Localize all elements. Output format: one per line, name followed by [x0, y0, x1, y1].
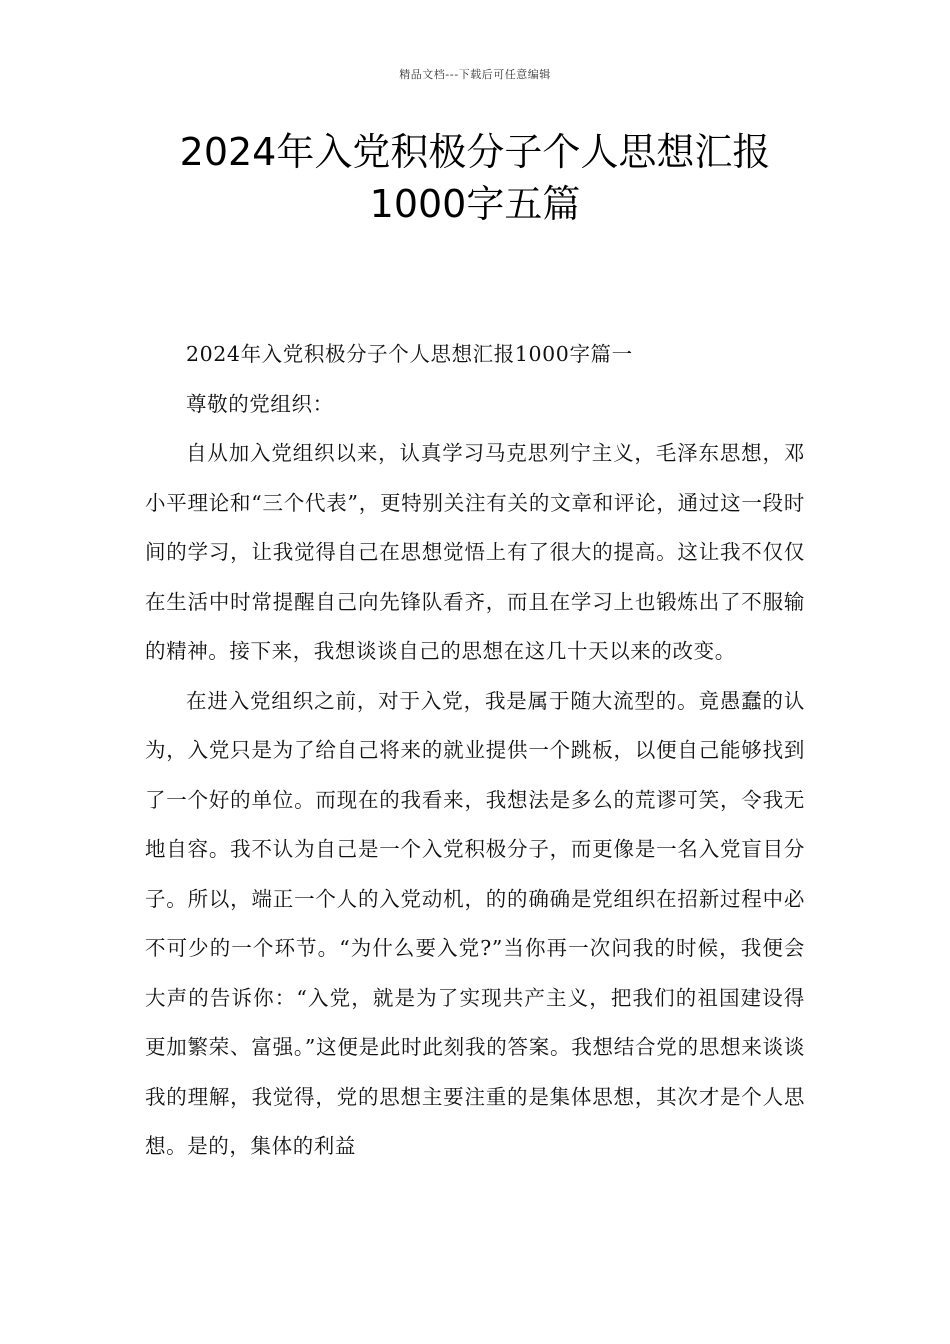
title-line-2: 1000字五篇 [369, 182, 581, 226]
section-subtitle: 2024年入党积极分子个人思想汇报1000字篇一 [186, 342, 633, 366]
document-body [145, 330, 805, 1172]
document-title [0, 126, 950, 230]
paragraph: 在进入党组织之前，对于入党，我是属于随大流型的。竟愚蠢的认为，入党只是为了给自己将来的就业提供一个跳板，以便自己能够找到了一个好的单位。而现在的我看来，我想法是多么的荒谬可笑，令我无地自容。我不认为自己是一个入党积极分子，而更像是一名入党盲目分子。所以，端正一个人的入党动机，的的确确是党组织在招新过程中必不可少的一个环节。“为什么要入党?”当你再一次问我的时候，我便会大声的告诉你：“入党，就是为了实现共产主义，把我们的祖国建设得更加繁荣、富强。”这便是此时此刻我的答案。我想结合党的思想来谈谈我的理解，我觉得，党的思想主要注重的是集体思想，其次才是个人思想。是的，集体的利益 [145, 688, 805, 1158]
paragraph: 自从加入党组织以来，认真学习马克思列宁主义，毛泽东思想，邓小平理论和“三个代表”，更特别关注有关的文章和评论，通过这一段时间的学习，让我觉得自己在思想觉悟上有了很大的提高。这让我不仅仅在生活中时常提醒自己向先锋队看齐，而且在学习上也锻炼出了不服输的精神。接下来，我想谈谈自己的思想在这几十天以来的改变。 [145, 441, 805, 663]
title-line-1: 2024年入党积极分子个人思想汇报 [179, 130, 771, 174]
header-note: 精品文档---下载后可任意编辑 [399, 68, 551, 81]
salutation: 尊敬的党组织： [186, 391, 334, 416]
